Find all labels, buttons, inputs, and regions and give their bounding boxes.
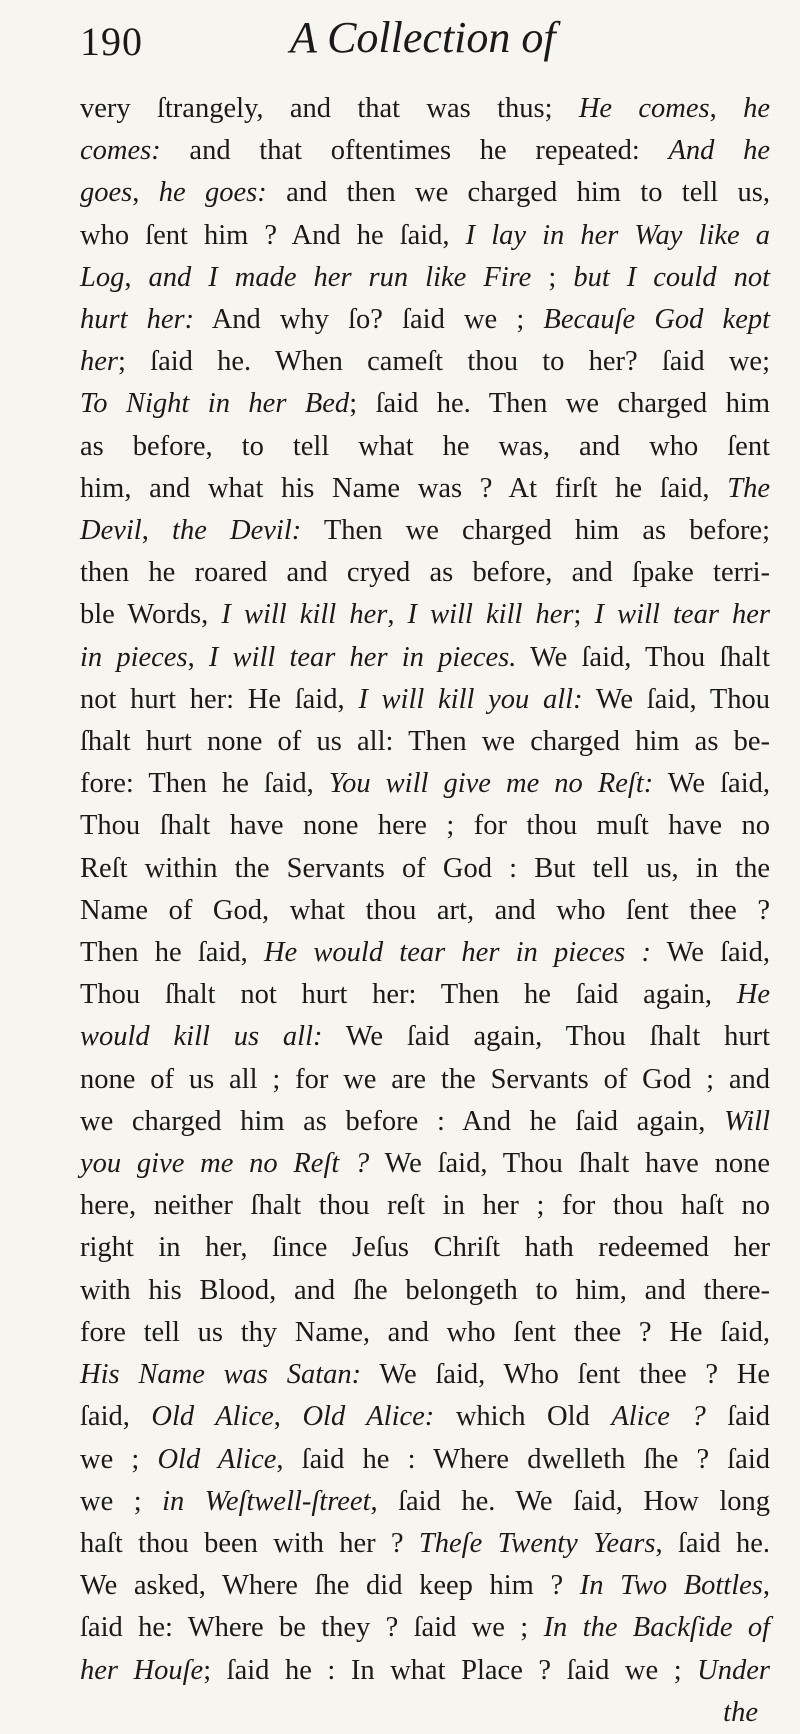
text-segment: as before, to tell what he was, and who ſent: [80, 430, 770, 462]
italic-segment: Under: [697, 1654, 770, 1686]
text-line: [80, 341, 770, 383]
text-line: [80, 1650, 770, 1692]
text-line: [80, 1523, 770, 1565]
text-segment: ſhalt hurt none of us all: Then we charged him as be-: [80, 726, 770, 758]
text-line: [80, 88, 770, 130]
text-segment: and that oftentimes he repeated:: [160, 135, 669, 167]
italic-segment: I will kill her: [221, 599, 388, 631]
text-line: [80, 1059, 770, 1101]
text-segment: here, neither ſhalt thou reſt in her ; for thou haſt no: [80, 1190, 770, 1222]
text-line: [80, 848, 770, 890]
italic-segment: would kill us all:: [80, 1021, 323, 1053]
text-segment: ſaid: [705, 1401, 770, 1433]
italic-segment: he goes:: [158, 177, 267, 209]
text-segment: ſaid,: [80, 1401, 152, 1433]
text-line: [80, 1354, 770, 1396]
running-title: A Collection of: [290, 13, 556, 62]
italic-segment: In Two Bottles: [579, 1570, 763, 1602]
text-segment: We ſaid,: [653, 768, 770, 800]
italic-segment: I lay in her Way like a: [465, 219, 770, 251]
text-segment: , ſaid he.: [655, 1527, 770, 1559]
italic-segment: the Devil:: [172, 515, 302, 547]
text-line: [80, 1481, 770, 1523]
text-line: [80, 1185, 770, 1227]
text-segment: We asked, Where ſhe did keep him ?: [80, 1570, 580, 1602]
text-segment: , ſaid he : Where dwelleth ſhe ? ſaid: [276, 1443, 771, 1475]
text-line: [80, 215, 770, 257]
text-line: [80, 1227, 770, 1269]
text-segment: Thou ſhalt not hurt her: Then he ſaid again,: [80, 979, 737, 1011]
text-segment: and then we charged him to tell us,: [266, 177, 771, 209]
text-segment: very ſtrangely, and that was thus;: [80, 93, 579, 124]
italic-segment: Old Alice: [151, 1401, 274, 1433]
text-segment: ,: [762, 1570, 770, 1602]
text-line: [80, 932, 770, 974]
italic-segment: and I made her run like Fire: [148, 261, 532, 293]
text-segment: ; ſaid he. When cameſt thou to her? ſaid we;: [118, 346, 770, 378]
text-segment: ,: [141, 515, 173, 547]
text-line: [80, 257, 770, 299]
text-line: [80, 1143, 770, 1185]
text-segment: ;: [531, 261, 574, 293]
italic-segment: I will tear her: [594, 599, 771, 631]
text-segment: ;: [573, 599, 595, 631]
text-segment: we ;: [80, 1485, 163, 1517]
text-line: [80, 510, 770, 552]
text-line: [80, 552, 770, 594]
text-line: [80, 1016, 770, 1058]
text-line: [80, 468, 770, 510]
italic-segment: He comes: [578, 93, 710, 124]
italic-segment: His Name was Satan:: [80, 1359, 362, 1391]
italic-segment: I will tear her in pieces.: [208, 641, 517, 673]
running-head: [80, 8, 760, 78]
italic-segment: Will: [724, 1105, 770, 1137]
text-line: [80, 1607, 770, 1649]
text-segment: ble Words,: [80, 599, 222, 631]
italic-segment: Devil: [80, 515, 142, 547]
text-segment: fore: Then he ſaid,: [80, 768, 329, 800]
text-line: [80, 763, 770, 805]
text-line: [80, 974, 770, 1016]
text-line: [80, 130, 770, 172]
text-segment: ſaid he: Where be they ? ſaid we ;: [80, 1612, 544, 1644]
text-line: [80, 721, 770, 763]
italic-segment: He would tear her in pieces :: [263, 937, 651, 969]
italic-segment: goes: [80, 177, 133, 209]
italic-segment: To Night in her Bed: [80, 388, 350, 420]
catchword: the: [723, 1696, 758, 1728]
text-segment: Then he ſaid,: [80, 937, 264, 969]
italic-segment: You will give me no Reſt:: [328, 768, 654, 800]
italic-segment: He: [736, 979, 770, 1011]
italic-segment: Log: [80, 261, 125, 293]
text-segment: Thou ſhalt have none here ; for thou muſt have no: [80, 810, 770, 842]
text-segment: we ;: [80, 1443, 158, 1475]
text-line: [80, 1396, 770, 1438]
text-segment: fore tell us thy Name, and who ſent thee ? He ſaid,: [80, 1316, 770, 1348]
text-segment: ,: [273, 1401, 303, 1433]
text-segment: We ſaid, Thou: [582, 683, 771, 715]
italic-segment: in pieces: [80, 641, 188, 673]
text-line: [80, 172, 770, 214]
text-segment: then he roared and cryed as before, and ſpake terri-: [80, 557, 770, 589]
italic-segment: Alice ?: [611, 1401, 706, 1433]
page-number: 190: [80, 19, 143, 64]
body-text: [80, 88, 770, 1734]
text-segment: We ſaid, Who ſent thee ? He: [361, 1359, 771, 1391]
text-segment: who ſent him ? And he ſaid,: [80, 219, 466, 251]
text-line: [80, 594, 770, 636]
text-segment: ,: [709, 93, 744, 124]
text-segment: ,: [124, 261, 149, 293]
text-segment: ; ſaid he : In what Place ? ſaid we ;: [203, 1654, 698, 1686]
text-line: [80, 890, 770, 932]
italic-segment: Becauſe God kept: [543, 304, 771, 336]
text-segment: ,: [187, 641, 209, 673]
text-line: [80, 1565, 770, 1607]
text-segment: we charged him as before : And he ſaid again,: [80, 1105, 725, 1137]
italic-segment: comes:: [80, 135, 161, 167]
italic-segment: I will kill her: [407, 599, 574, 631]
text-segment: ,: [387, 599, 408, 631]
italic-segment: you give me no Reſt ?: [80, 1148, 370, 1180]
text-segment: ; ſaid he. Then we charged him: [349, 388, 770, 420]
text-segment: Then we charged him as before;: [301, 515, 771, 547]
text-segment: We ſaid, Thou ſhalt: [516, 641, 771, 673]
italic-segment: her Houſe: [80, 1654, 204, 1686]
text-segment: haſt thou been with her ?: [80, 1527, 419, 1559]
text-line: [80, 1101, 770, 1143]
text-segment: Reſt within the Servants of God : But tell us, in the: [80, 852, 770, 884]
text-line: [80, 679, 770, 721]
italic-segment: hurt her:: [80, 304, 195, 336]
italic-segment: Theſe Twenty Years: [418, 1527, 656, 1559]
text-segment: not hurt her: He ſaid,: [80, 683, 359, 715]
italic-segment: I will kill you all:: [358, 683, 583, 715]
text-segment: , ſaid he. We ſaid, How long: [370, 1485, 770, 1517]
italic-segment: In the Backſide of: [543, 1612, 771, 1644]
text-segment: him, and what his Name was ? At firſt he ſaid,: [80, 472, 728, 504]
text-segment: none of us all ; for we are the Servants of God ; and: [80, 1063, 770, 1095]
text-line: [80, 637, 770, 679]
text-segment: We ſaid, Thou ſhalt have none: [369, 1148, 770, 1180]
text-segment: which Old: [434, 1401, 612, 1433]
italic-segment: Old Alice:: [302, 1401, 435, 1433]
italic-segment: Old Alice: [157, 1443, 277, 1475]
italic-segment: And he: [668, 135, 771, 167]
italic-segment: he: [743, 93, 770, 124]
text-line: [80, 1312, 770, 1354]
text-segment: Name of God, what thou art, and who ſent thee ?: [80, 894, 770, 926]
text-segment: We ſaid again, Thou ſhalt hurt: [322, 1021, 770, 1053]
text-line: [80, 1439, 770, 1481]
text-line: [80, 1270, 770, 1312]
text-segment: with his Blood, and ſhe belongeth to him, and there-: [80, 1274, 770, 1306]
text-line: [80, 299, 770, 341]
italic-segment: but I could not: [573, 261, 771, 293]
text-segment: And why ſo? ſaid we ;: [194, 304, 544, 336]
italic-segment: in Weſtwell-ſtreet: [162, 1485, 371, 1517]
italic-segment: her: [80, 346, 118, 378]
italic-segment: The: [727, 472, 770, 504]
text-line: [80, 805, 770, 847]
text-segment: right in her, ſince Jeſus Chriſt hath redeemed her: [80, 1232, 770, 1264]
text-line: [80, 426, 770, 468]
text-segment: ,: [132, 177, 159, 209]
text-line: [80, 383, 770, 425]
text-segment: We ſaid,: [650, 937, 770, 969]
